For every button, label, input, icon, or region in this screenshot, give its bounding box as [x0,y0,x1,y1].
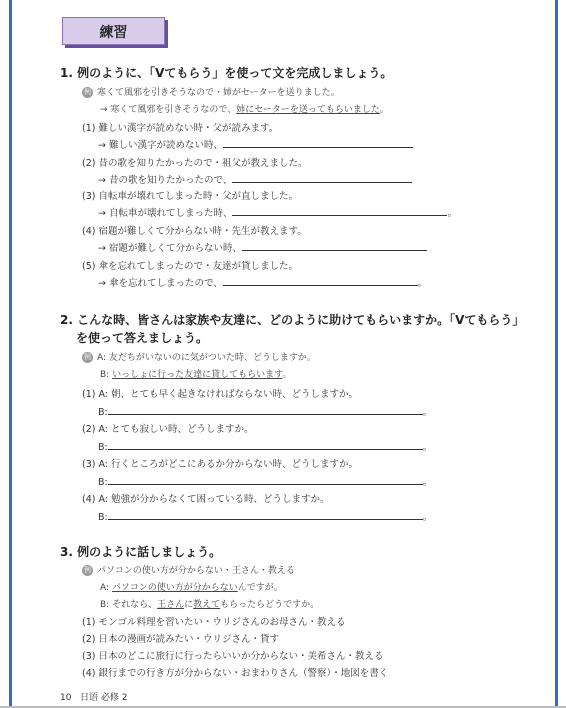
example-2-b-period: 。 [282,370,292,380]
answer-blank[interactable] [223,276,418,286]
example-3-b-end: もらったらどうですか。 [220,600,320,610]
question-3: 3. 例のように話しましょう。 [60,545,222,559]
example-3-a [100,580,283,593]
book-title: 日语 必修 2 [80,693,128,703]
example-1-text: 寒くて風邪を引きそうなので・姉がセーターを送りました。 [97,88,340,98]
answer-blank[interactable] [232,206,447,216]
answer-blank[interactable] [108,440,423,450]
s1-item-2-answer [98,172,412,186]
example-3-a-prefix: A: [100,583,112,593]
example-badge: 例 [84,88,91,96]
s1-item-4-answer [98,240,427,254]
s1-item-5: (5) 傘を忘れてしまったので・友達が貸しました。 [82,261,298,272]
question-1: 1. 例のように、「Vてもらう」を使って文を完成しましょう。 [60,66,393,80]
example-1-answer [100,102,389,115]
example-3-text: パソコンの使い方が分からない・王さん・教える [97,566,295,576]
answer-prompt: → 難しい漢字が読めない時、 [98,140,223,151]
question-2-line2: を使って答えましょう。 [76,331,209,345]
answer-blank[interactable] [242,241,427,251]
example-3-b-mid: に [184,600,194,610]
s2-item-2-a: (2) A: とても寂しい時、どうしますか。 [82,424,254,435]
left-border [9,0,12,708]
answer-blank[interactable] [108,510,423,520]
s1-item-5-answer: → 傘を忘れてしまったので、 。 [98,278,428,289]
example-3-b-underlined-1: 王さん [157,600,185,610]
s1-item-1-answer [98,137,413,151]
s2-item-1-a: (1) A: 朝、とても早く起きなければならない時、どうしますか。 [82,389,359,400]
s1-item-1: (1) 難しい漢字が読めない時・父が読みます。 [82,123,279,134]
example-1-arrow: → 寒くて風邪を引きそうなので、 [100,105,237,115]
example-3-a-underlined: パソコンの使い方が分からない [111,583,238,593]
answer-prompt: → 自転車が壊れてしまった時、 [98,208,233,219]
answer-prompt: → 昔の歌を知りたかったので、 [98,175,233,186]
s2-item-3-a: (3) A: 行くところがどこにあるか分からない時、どうしますか。 [82,459,359,470]
answer-prompt: → 傘を忘れてしまったので、 [98,278,223,289]
s3-item-4: (4) 銀行までの行き方が分からない・おまわりさん（警察）・地図を書く [82,668,389,679]
s2-item-1-b [98,404,432,418]
page-footer [60,690,128,703]
example-2-b-underlined: いっしょに行った友達に貸してもらいます [112,370,283,380]
example-3-b-underlined-2: 教えて [193,600,221,610]
s2-item-2-b [98,439,432,453]
example-3-b [100,597,319,610]
example-1-underlined: 姉にセーターを送ってもらいました [236,105,380,115]
answer-blank[interactable] [223,138,413,148]
s1-item-4: (4) 宿題が難しくて分からない時・先生が教えます。 [82,226,307,237]
example-1-period: 。 [379,105,389,115]
s3-item-1: (1) モンゴル料理を習いたい・ウリジさんのお母さん・教える [82,617,346,628]
example-3-a-end: んですが。 [237,583,283,593]
s1-item-2: (2) 昔の歌を知りたかったので・祖父が教えました。 [82,158,308,169]
s2-item-4-b [98,509,432,523]
answer-blank[interactable] [108,475,423,485]
period: 。 [422,512,433,523]
answer-prompt: → 宿題が難しくて分からない時、 [98,243,242,254]
answer-blank[interactable] [108,405,423,415]
example-2-a [82,350,316,363]
example-2-b-prefix: B: [100,370,113,380]
s1-item-3: (3) 自転車が壊れてしまった時・父が直しました。 [82,191,298,202]
s2-item-4-a: (4) A: 勉強が分からなくて困っている時、どうしますか。 [82,494,330,505]
page-number: 10 [60,693,72,703]
answer-label: B: [98,477,108,488]
answer-label: B: [98,407,108,418]
s1-item-3-answer: → 自転車が壊れてしまった時、 。 [98,208,457,219]
answer-blank[interactable] [232,173,412,183]
question-2-line1: 2. こんな時、皆さんは家族や友達に、どのように助けてもらいますか。「Vてもらう」 [60,313,525,327]
answer-label: B: [98,442,108,453]
section-title-box [62,17,165,45]
period: 。 [422,442,433,453]
right-border [555,0,558,708]
example-3-b-prefix: B: それなら、 [100,600,158,610]
period: 。 [422,477,433,488]
example-badge: 例 [84,566,91,574]
example-3-line [82,563,295,576]
section-title: 練習 [99,25,128,41]
s3-item-3: (3) 日本のどこに旅行に行ったらいいか分からない・美希さん・教える [82,651,384,662]
s3-item-2: (2) 日本の漫画が読みたい・ウリジさん・貸す [82,634,279,645]
example-2-a-text: A: 友だちがいないのに気がついた時、どうしますか。 [97,353,316,363]
s2-item-3-b [98,474,432,488]
example-1-line [82,85,340,98]
example-badge: 例 [84,353,91,361]
example-2-b [100,367,291,380]
answer-label: B: [98,512,108,523]
period: 。 [422,407,433,418]
